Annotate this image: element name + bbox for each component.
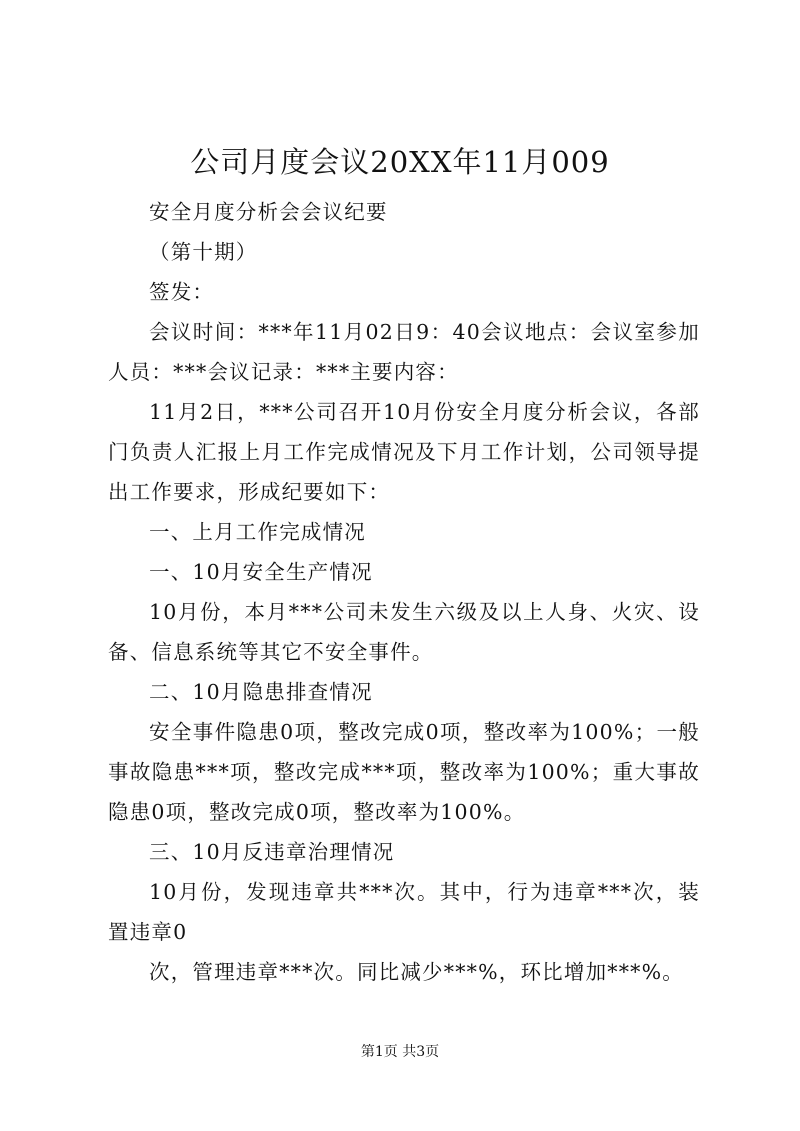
paragraph-issue-number: （第十期） <box>149 240 258 264</box>
paragraph-violation-stats: 次，管理违章***次。同比减少***%，环比增加***%。 <box>149 960 685 984</box>
paragraph-signoff: 签发： <box>149 280 215 304</box>
paragraph-intro: 11月2日，***公司召开10月份安全月度分析会议，各部门负责人汇报上月工作完成情况及下月工作计划，公司领导提出工作要求，形成纪要如下： <box>108 400 700 504</box>
paragraph-violation-control: 10月份，发现违章共***次。其中，行为违章***次，装置违章0 <box>108 880 700 944</box>
paragraph-hazard-inspection: 安全事件隐患0项，整改完成0项，整改率为100%；一般事故隐患***项，整改完成***项，整改率为100%；重大事故隐患0项，整改完成0项，整改率为100%。 <box>108 720 700 824</box>
paragraph-meeting-info: 会议时间：***年11月02日9：40会议地点：会议室参加人员：***会议记录：***主要内容： <box>108 320 700 384</box>
heading-last-month-work: 一、上月工作完成情况 <box>149 520 366 544</box>
heading-hazard-inspection: 二、10月隐患排查情况 <box>149 680 373 704</box>
heading-violation-control: 三、10月反违章治理情况 <box>149 840 395 864</box>
heading-safety-production: 一、10月安全生产情况 <box>149 560 373 584</box>
page-footer: 第1页 共3页 <box>360 1044 440 1060</box>
page-title: 公司月度会议20XX年11月009 <box>190 145 610 179</box>
document-body <box>108 192 700 992</box>
paragraph-safety-production: 10月份，本月***公司未发生六级及以上人身、火灾、设备、信息系统等其它不安全事件。 <box>108 600 700 664</box>
paragraph-subtitle: 安全月度分析会会议纪要 <box>149 200 388 224</box>
